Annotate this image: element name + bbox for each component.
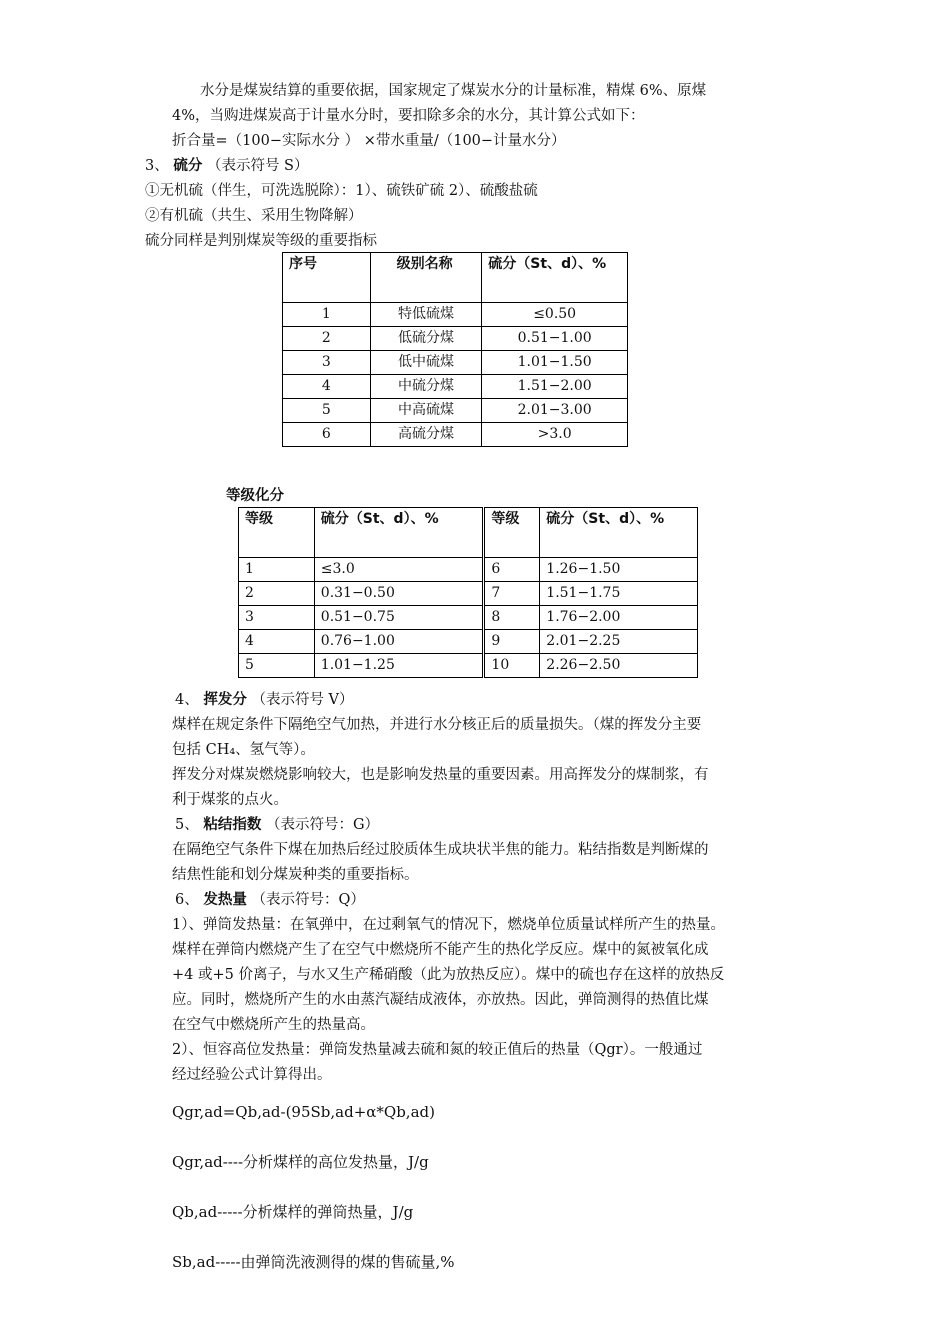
table-cell: 5 (283, 399, 371, 423)
section-6-title: 发热量 (203, 892, 247, 908)
section-6-number: 6、 (175, 892, 199, 908)
table-cell: 0.51−1.00 (482, 327, 628, 351)
section-3-heading (145, 156, 309, 176)
table-cell: 中高硫煤 (370, 399, 482, 423)
table-cell: 6 (484, 558, 540, 582)
table-header-row (283, 253, 628, 303)
section-3-title: 硫分 (173, 158, 203, 174)
sulfur-grade-table (238, 507, 698, 678)
table-cell: 10 (484, 654, 540, 678)
table-row (283, 423, 628, 447)
table-row (239, 558, 698, 582)
inorganic-sulfur-item: ①无机硫（伴生，可洗选脱除）：1）、硫铁矿硫 2）、硫酸盐硫 (145, 183, 538, 199)
section-4-text: 挥发分对煤炭燃烧影响较大，也是影响发热量的重要因素。用高挥发分的煤制浆，有 (172, 767, 709, 783)
formula-def-qgr: Qgr,ad----分析煤样的高位发热量，J/g (172, 1153, 429, 1171)
table-cell: 1.26−1.50 (540, 558, 698, 582)
table-cell: 2.01−3.00 (482, 399, 628, 423)
table-cell: 3 (239, 606, 315, 630)
section-4-text: 煤样在规定条件下隔绝空气加热，并进行水分核正后的质量损失。（煤的挥发分主要 (172, 717, 702, 733)
table-cell: 1.01−1.50 (482, 351, 628, 375)
table-cell: 2.26−2.50 (540, 654, 698, 678)
table-header-cell: 硫分（St、d）、% (482, 253, 628, 303)
table-row (239, 582, 698, 606)
table-cell: 1.51−2.00 (482, 375, 628, 399)
table-cell: 3 (283, 351, 371, 375)
table-row (239, 630, 698, 654)
sulfur-class-table (282, 252, 628, 447)
table-cell: 低硫分煤 (370, 327, 482, 351)
table-cell: 低中硫煤 (370, 351, 482, 375)
table-row (283, 399, 628, 423)
table-cell: 1.76−2.00 (540, 606, 698, 630)
table-cell: 5 (239, 654, 315, 678)
section-6-text: 煤样在弹筒内燃烧产生了在空气中燃烧所不能产生的热化学反应。煤中的氮被氧化成 (172, 942, 709, 958)
table-row (239, 654, 698, 678)
formula-def-sb: Sb,ad-----由弹筒洗液测得的煤的售硫量,% (172, 1253, 455, 1271)
table-cell: 1 (283, 303, 371, 327)
section-6-heading (175, 890, 365, 910)
section-6-text: 1）、弹筒发热量：在氧弹中，在过剩氧气的情况下，燃烧单位质量试样所产生的热量。 (172, 917, 725, 933)
table-header-cell: 等级 (484, 508, 540, 558)
table-cell: 1.51−1.75 (540, 582, 698, 606)
sulfur-note: 硫分同样是判别煤炭等级的重要指标 (145, 233, 377, 249)
table-cell: 0.51−0.75 (314, 606, 484, 630)
table-cell: 8 (484, 606, 540, 630)
table-row (283, 303, 628, 327)
section-5-text: 结焦性能和划分煤炭种类的重要指标。 (172, 867, 419, 883)
table-cell: 2.01−2.25 (540, 630, 698, 654)
section-3-symbol: （表示符号 S） (206, 158, 309, 174)
section-4-text: 利于煤浆的点火。 (172, 792, 288, 808)
section-6-text: 2）、恒容高位发热量：弹筒发热量减去硫和氮的较正值后的热量（Qgr）。一般通过 (172, 1042, 703, 1058)
table-cell: 6 (283, 423, 371, 447)
table-row (283, 327, 628, 351)
section-5-text: 在隔绝空气条件下煤在加热后经过胶质体生成块状半焦的能力。粘结指数是判断煤的 (172, 842, 709, 858)
table-cell: 2 (239, 582, 315, 606)
section-4-number: 4、 (175, 692, 199, 708)
intro-line-2: 4%，当购进煤炭高于计量水分时，要扣除多余的水分，其计算公式如下： (172, 108, 645, 124)
table-cell: 特低硫煤 (370, 303, 482, 327)
table-header-cell: 级别名称 (370, 253, 482, 303)
table-header-cell: 序号 (283, 253, 371, 303)
section-4-heading (175, 690, 354, 710)
section-5-number: 5、 (175, 817, 199, 833)
calorific-formula: Qgr,ad=Qb,ad-(95Sb,ad+α*Qb,ad) (172, 1103, 435, 1121)
table-row (239, 606, 698, 630)
table-cell: 1 (239, 558, 315, 582)
table-cell: 9 (484, 630, 540, 654)
section-6-symbol: （表示符号：Q） (251, 892, 365, 908)
section-6-text: 在空气中燃烧所产生的热量高。 (172, 1017, 375, 1033)
table-cell: 2 (283, 327, 371, 351)
table-cell: 高硫分煤 (370, 423, 482, 447)
table-cell: ≤3.0 (314, 558, 484, 582)
table-cell: ≤0.50 (482, 303, 628, 327)
section-4-text: 包括 CH₄、氢气等）。 (172, 742, 315, 758)
moisture-formula: 折合量=（100−实际水分 ） ×带水重量/（100−计量水分） (172, 133, 566, 149)
table-cell: 4 (239, 630, 315, 654)
grade-table-caption: 等级化分 (226, 488, 284, 504)
table-row (283, 351, 628, 375)
table-header-cell: 硫分（St、d）、% (314, 508, 484, 558)
section-6-text: 经过经验公式计算得出。 (172, 1067, 332, 1083)
section-5-symbol: （表示符号：G） (265, 817, 380, 833)
table-cell: 1.01−1.25 (314, 654, 484, 678)
formula-def-qb: Qb,ad-----分析煤样的弹筒热量，J/g (172, 1203, 414, 1221)
table-cell: 0.31−0.50 (314, 582, 484, 606)
organic-sulfur-item: ②有机硫（共生、采用生物降解） (145, 208, 363, 224)
section-4-symbol: （表示符号 V） (251, 692, 354, 708)
section-6-text: 应。同时，燃烧所产生的水由蒸汽凝结成液体，亦放热。因此，弹筒测得的热值比煤 (172, 992, 709, 1008)
section-4-title: 挥发分 (203, 692, 247, 708)
section-6-text: +4 或+5 价离子，与水又生产稀硝酸（此为放热反应）。煤中的硫也存在这样的放热反 (172, 967, 725, 983)
table-cell: 4 (283, 375, 371, 399)
section-5-title: 粘结指数 (203, 817, 262, 833)
table-header-cell: 等级 (239, 508, 315, 558)
table-cell: >3.0 (482, 423, 628, 447)
table-header-row (239, 508, 698, 558)
section-5-heading (175, 815, 379, 835)
intro-line-1: 水分是煤炭结算的重要依据，国家规定了煤炭水分的计量标准，精煤 6%、原煤 (200, 83, 707, 99)
table-row (283, 375, 628, 399)
table-cell: 中硫分煤 (370, 375, 482, 399)
table-header-cell: 硫分（St、d）、% (540, 508, 698, 558)
section-3-number: 3、 (145, 158, 169, 174)
table-cell: 0.76−1.00 (314, 630, 484, 654)
table-cell: 7 (484, 582, 540, 606)
